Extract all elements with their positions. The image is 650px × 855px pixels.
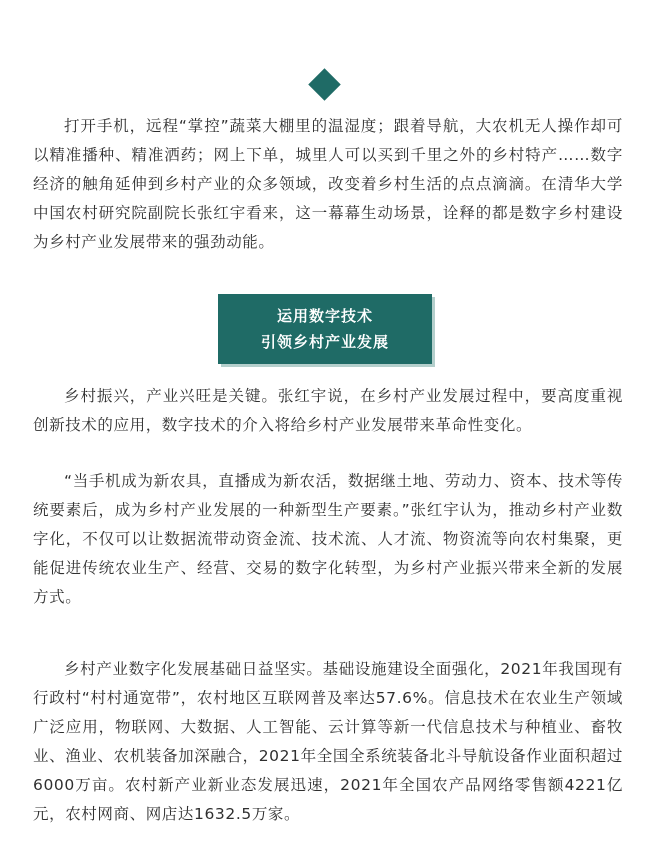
- section-heading: [218, 294, 432, 364]
- paragraph-quote: “当手机成为新农具，直播成为新农活，数据继土地、劳动力、资本、技术等传统要素后，成为乡村产业发展的一种新型生产要素。”张红宇认为，推动乡村产业数字化，不仅可以让数据流带动资金流、技术流、人才流、物资流等向农村集聚，更能促进传统农业生产、经营、交易的数字化转型，为乡村产业振兴带来全新的发展方式。: [33, 472, 623, 606]
- paragraph-industry: 乡村振兴，产业兴旺是关键。张红宇说，在乡村产业发展过程中，要高度重视创新技术的应用，数字技术的介入将给乡村产业发展带来革命性变化。: [33, 387, 623, 434]
- section-heading-line-2: 引领乡村产业发展: [260, 333, 389, 351]
- section-heading-line-1: 运用数字技术: [276, 307, 373, 325]
- paragraph-intro: 打开手机，远程“掌控”蔬菜大棚里的温湿度；跟着导航，大农机无人操作却可以精准播种、精准洒药；网上下单，城里人可以买到千里之外的乡村特产……数字经济的触角延伸到乡村产业的众多领域，改变着乡村生活的点点滴滴。在清华大学中国农村研究院副院长张红宇看来，这一幕幕生动场景，诠释的都是数字乡村建设为乡村产业发展带来的强劲动能。: [33, 117, 623, 251]
- diamond-icon: [308, 68, 341, 101]
- paragraph-statistics: 乡村产业数字化发展基础日益坚实。基础设施建设全面强化，2021年我国现有行政村“村村通宽带”，农村地区互联网普及率达57.6%。信息技术在农业生产领域广泛应用，物联网、大数据、人工智能、云计算等新一代信息技术与种植业、畜牧业、渔业、农机装备加深融合，2021年全国全系统装备北斗导航设备作业面积超过6000万亩。农村新产业新业态发展迅速，2021年全国农产品网络零售额4221亿元，农村网商、网店达1632.5万家。: [33, 660, 623, 823]
